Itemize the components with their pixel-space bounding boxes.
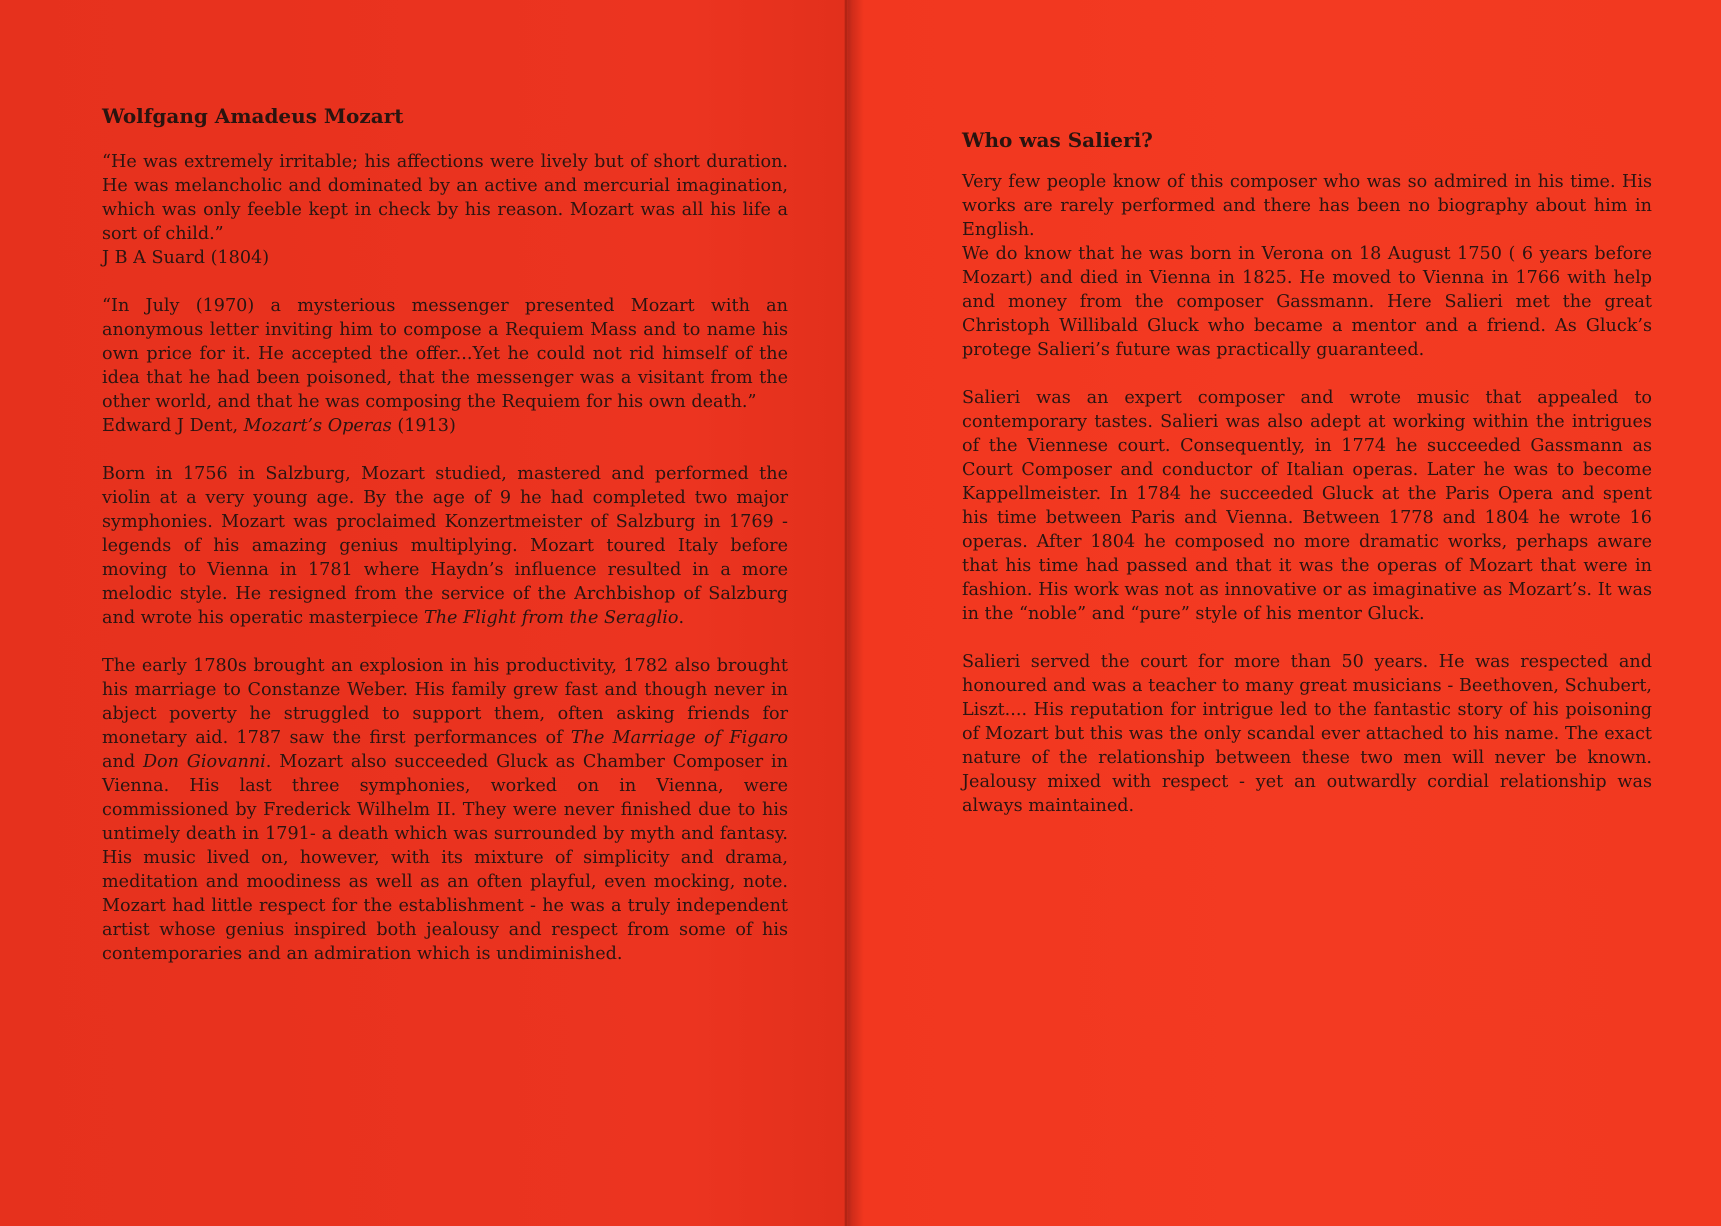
right-page [962, 128, 1652, 842]
page-fold [844, 0, 848, 1226]
mozart-bio-2-work-giovanni: Don Giovanni [142, 752, 266, 772]
mozart-bio-2-a: The early 1780s brought an explosion in his productivity, 1782 also brought his marriage to Constanze Weber. His family grew fast and though never in abject poverty he struggled to support them, often asking friends for monetary aid. 1787 saw the first performances of [102, 656, 788, 748]
quote-dent-work: Mozart’s Operas [243, 416, 392, 436]
mozart-bio-1-text [102, 462, 788, 630]
mozart-bio-2-work-figaro: The Marriage of Figaro [570, 728, 788, 748]
mozart-bio-1-body: Born in 1756 in Salzburg, Mozart studied, mastered and performed the violin at a very young age. By the age of 9 he had completed two major symphonies. Mozart was proclaimed Konzertmeister of Salzburg in 1769 - legends of his amazing genius multiplying. Mozart toured Italy before moving to Vienna in 1781 where Haydn’s influence resulted in a more melodic style. He resigned from the service of the Archbishop of Salzburg and wrote his operatic masterpiece [102, 464, 788, 628]
salieri-paragraph-3 [962, 650, 1652, 818]
mozart-title: Wolfgang Amadeus Mozart [102, 104, 404, 128]
quote-suard [102, 150, 788, 270]
mozart-bio-2-text [102, 654, 788, 966]
salieri-para-1b: We do know that he was born in Verona on 18 August 1750 ( 6 years before Mozart) and died in Vienna in 1825. He moved to Vienna in 1766 with help and money from the composer Gassmann. Here Salieri met the great Christoph Willibald Gluck who became a mentor and a friend. As Gluck’s protege Salieri’s future was practically guaranteed. [962, 244, 1652, 360]
quote-dent-text: “In July (1970) a mysterious messenger presented Mozart with an anonymous letter inviting him to compose a Requiem Mass and to name his own price for it. He accepted the offer...Yet he could not rid himself of the idea that he had been poisoned, that the messenger was a visitant from the other world, and that he was composing the Requiem for his own death.” [102, 296, 788, 412]
left-page [102, 104, 788, 990]
mozart-bio-2-and: and [102, 752, 136, 772]
mozart-bio-1-work: The Flight from the Seraglio [423, 608, 679, 628]
quote-dent-author: Edward J Dent, [102, 416, 239, 436]
quote-suard-text: “He was extremely irritable; his affections were lively but of short duration. He was melancholic and dominated by an active and mercurial imagination, which was only feeble kept in check by his reason. Mozart was all his life a sort of child.” [102, 152, 788, 244]
salieri-paragraph-1 [962, 170, 1652, 362]
salieri-paragraph-2 [962, 386, 1652, 626]
quote-dent [102, 294, 788, 438]
salieri-para-3: Salieri served the court for more than 50 years. He was respected and honoured and was a teacher to many great musicians - Beethoven, Schubert, Liszt.... His reputation for intrigue led to the fantastic story of his poisoning of Mozart but this was the only scandal ever attached to his name. The exact nature of the relationship between these two men will never be known. Jealousy mixed with respect - yet an outwardly cordial relationship was always maintained. [962, 652, 1652, 816]
salieri-title: Who was Salieri? [962, 128, 1153, 152]
salieri-para-1a: Very few people know of this composer who was so admired in his time. His works are rarely performed and there has been no biography about him in English. [962, 172, 1652, 240]
mozart-bio-1-end: . [678, 608, 685, 628]
salieri-para-2: Salieri was an expert composer and wrote music that appealed to contemporary tastes. Salieri was also adept at working within the intrigues of the Viennese court. Consequently, in 1774 he succeeded Gassmann as Court Composer and conductor of Italian operas. Later he was to become Kappellmeister. In 1784 he succeeded Gluck at the Paris Opera and spent his time between Paris and Vienna. Between 1778 and 1804 he wrote 16 operas. After 1804 he composed no more dramatic works, perhaps aware that his time had passed and that it was the operas of Mozart that were in fashion. His work was not as innovative or as imaginative as Mozart’s. It was in the “noble” and “pure” style of his mentor Gluck. [962, 388, 1652, 624]
mozart-bio-paragraph-1 [102, 462, 788, 630]
quote-dent-attribution [102, 414, 788, 438]
mozart-bio-paragraph-2 [102, 654, 788, 966]
quote-suard-attribution: J B A Suard (1804) [102, 248, 270, 268]
mozart-bio-2-b: . Mozart also succeeded Gluck as Chamber Composer in Vienna. His last three symphonies, worked on in Vienna, were commissioned by Frederick Wilhelm II. They were never finished due to his untimely death in 1791- a death which was surrounded by myth and fantasy. His music lived on, however, with its mixture of simplicity and drama, meditation and moodiness as well as an often playful, even mocking, note. Mozart had little respect for the establishment - he was a truly independent artist whose genius inspired both jealousy and respect from some of his contemporaries and an admiration which is undiminished. [102, 752, 788, 964]
quote-dent-year: (1913) [397, 416, 456, 436]
